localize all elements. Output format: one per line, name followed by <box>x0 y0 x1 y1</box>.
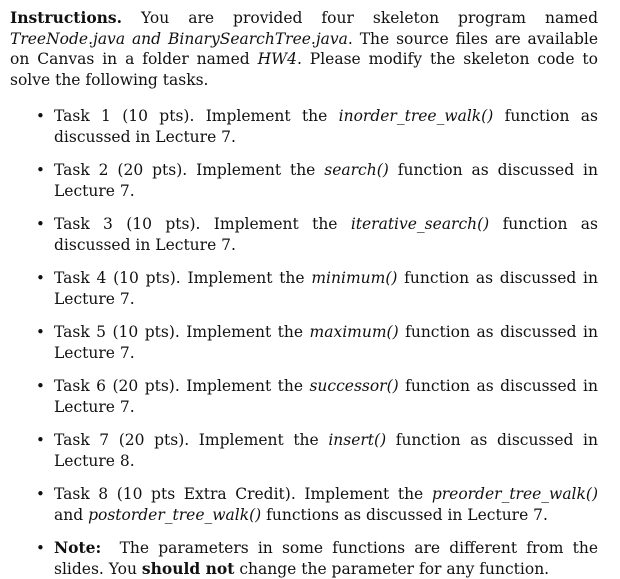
bullet-icon: • <box>36 539 45 557</box>
task-text: function as discussed in Lecture 7. <box>54 215 598 254</box>
function-name: postorder_tree_walk() <box>88 505 262 524</box>
bullet-icon: • <box>36 485 45 503</box>
folder-name: HW4 <box>257 50 297 68</box>
task-text: function as discussed in Lecture 7. <box>54 161 598 200</box>
task-text: function as discussed in Lecture 7. <box>54 107 598 146</box>
intro-text-1: You are provided four skeleton program named <box>122 9 598 27</box>
note-emphasis: should not <box>141 558 235 578</box>
function-name: maximum() <box>309 323 399 341</box>
intro-text-3: . Please modify the skeleton code to solve the following tasks. <box>10 50 598 89</box>
intro-text-2: . The source files are available on Canvas in a folder named <box>10 29 598 68</box>
task-text: Task 1 (10 pts). Implement the <box>54 107 339 125</box>
task-text: Task 8 (10 pts Extra Credit). Implement the <box>54 485 432 503</box>
task-item-5 <box>10 322 598 363</box>
note-item <box>10 538 603 579</box>
function-name: insert() <box>328 431 387 449</box>
function-name: iterative_search() <box>350 215 490 233</box>
task-item-2 <box>10 160 598 201</box>
task-list <box>10 106 603 579</box>
bullet-icon: • <box>36 431 45 449</box>
function-name: minimum() <box>311 269 398 287</box>
note-text: The parameters in some functions are different from the slides. You <box>54 539 603 578</box>
task-text: function as discussed in Lecture 7. <box>54 377 598 416</box>
note-heading: Note: <box>54 538 102 557</box>
task-item-3 <box>10 214 598 255</box>
function-name: preorder_tree_walk() <box>431 485 598 503</box>
task-text: Task 5 (10 pts). Implement the <box>54 323 310 341</box>
function-name: inorder_tree_walk() <box>338 107 494 125</box>
task-text: function as discussed in Lecture 7. <box>54 269 598 308</box>
task-item-6 <box>10 376 598 417</box>
task-text: functions as discussed in Lecture 7. <box>261 505 548 524</box>
file-names: TreeNode.java and BinarySearchTree.java <box>10 29 348 48</box>
task-text: and <box>54 505 89 524</box>
task-text: Task 3 (10 pts). Implement the <box>54 215 351 233</box>
instructions-heading: Instructions. <box>10 8 123 27</box>
task-text: Task 4 (10 pts). Implement the <box>54 269 312 287</box>
task-item-4 <box>10 268 598 309</box>
task-text: Task 6 (20 pts). Implement the <box>54 377 310 395</box>
bullet-icon: • <box>36 323 45 341</box>
note-text: change the parameter for any function. <box>234 559 550 578</box>
bullet-icon: • <box>36 269 45 287</box>
task-item-8 <box>10 484 598 525</box>
task-text: function as discussed in Lecture 8. <box>54 431 598 470</box>
bullet-icon: • <box>36 107 45 125</box>
task-item-7 <box>10 430 598 471</box>
function-name: successor() <box>309 377 399 395</box>
task-item-1 <box>10 106 598 147</box>
instructions-paragraph <box>10 8 598 90</box>
bullet-icon: • <box>36 377 45 395</box>
bullet-icon: • <box>36 161 45 179</box>
task-text: Task 7 (20 pts). Implement the <box>54 431 329 449</box>
task-text: function as discussed in Lecture 7. <box>54 323 598 362</box>
bullet-icon: • <box>36 215 45 233</box>
function-name: search() <box>324 161 389 179</box>
task-text: Task 2 (20 pts). Implement the <box>54 161 325 179</box>
